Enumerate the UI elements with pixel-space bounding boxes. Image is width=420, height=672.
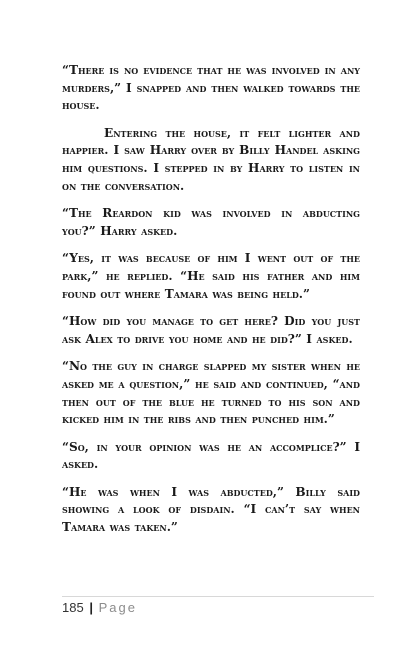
paragraph-3: “The Reardon kid was involved in abducting you?” Harry asked. bbox=[62, 206, 360, 238]
paragraph-4: “Yes, it was because of him I went out of the park,” he replied. “He said his father and him found out where Tamara was being held.” bbox=[62, 251, 360, 301]
paragraph-5: “How did you manage to get here? Did you just ask Alex to drive you home and he did?” I asked. bbox=[62, 314, 360, 346]
paragraph-8: “He was when I was abducted,” Billy said showing a look of disdain. “I can’t say when Tamara was taken.” bbox=[62, 484, 360, 535]
paragraph-2: Entering the house, it felt lighter and happier. I saw Harry over by Billy Handel asking him questions. I stepped in by Harry to listen in on the conversation. bbox=[62, 125, 360, 193]
paragraph-7: “So, in your opinion was he an accomplice?” I asked. bbox=[62, 439, 360, 472]
page-number: 185 bbox=[62, 600, 84, 615]
page-footer bbox=[62, 600, 137, 615]
footer-separator: | bbox=[89, 600, 93, 615]
page-label: Page bbox=[98, 600, 137, 615]
body-text bbox=[62, 62, 360, 547]
paragraph-1: “There is no evidence that he was involved in any murders,” I snapped and then walked towards the house. bbox=[62, 63, 360, 113]
paragraph-6: “No the guy in charge slapped my sister when he asked me a question,” he said and continued, “and then out of the blue he turned to his son and kicked him in the ribs and then punched him.” bbox=[62, 359, 360, 427]
footer-divider bbox=[62, 596, 374, 597]
